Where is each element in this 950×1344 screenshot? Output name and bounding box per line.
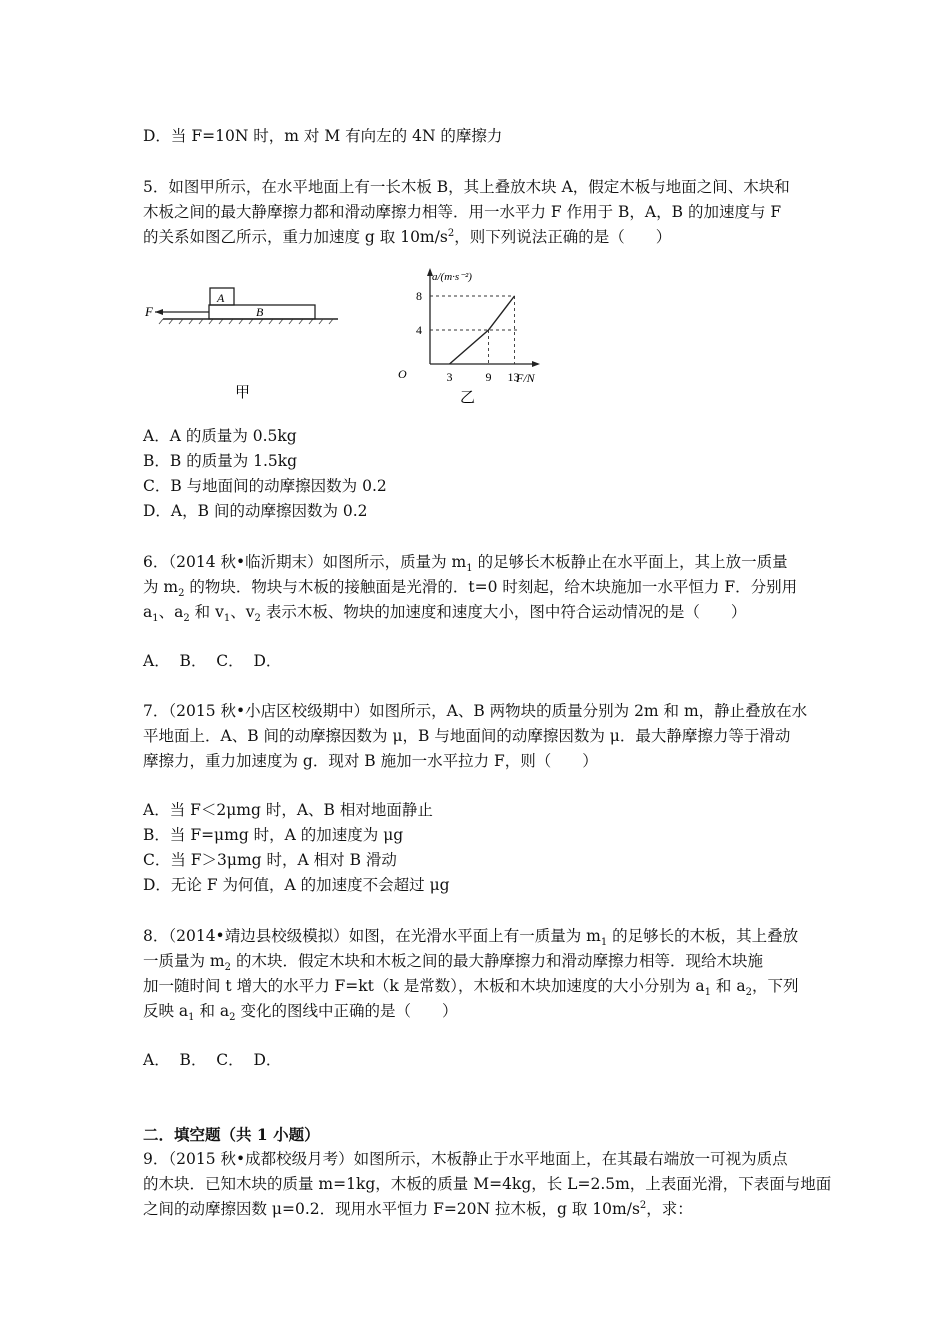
q9-stem-line2: 的木块．已知木块的质量 m=1kg，木板的质量 M=4kg，长 L=2.5m，上表面光滑，下表面与地面 <box>143 1175 832 1193</box>
q8-stem-line2: 一质量为 $m_2$ 的木块．假定木块和木板之间的最大静摩擦力和滑动摩擦力相等．现给木块施 <box>143 952 763 974</box>
label-a: A <box>217 291 225 305</box>
figure-jia <box>143 262 348 412</box>
q7-option-d: D．无论 F 为何值，A 的加速度不会超过 μg <box>143 876 450 894</box>
q9-stem-line1: 9．（2015 秋•成都校级月考）如图所示，木板静止于水平地面上，在其最右端放一可视为质点 <box>143 1150 788 1168</box>
q5-stem-line1: 5．如图甲所示，在水平地面上有一长木板 B，其上叠放木块 A，假定木板与地面之间、木块和 <box>143 178 790 196</box>
q6-stem-line1: 6．（2014 秋•临沂期末）如图所示，质量为 $m_1$ 的足够长木板静止在水平面上，其上放一质量 <box>143 553 788 575</box>
q7-option-a: A．当 F＜2μmg 时，A、B 相对地面静止 <box>143 801 433 819</box>
caption-jia: 甲 <box>235 383 251 401</box>
label-f: F <box>145 304 153 319</box>
figure-yi-chart <box>388 262 553 412</box>
tick-labels <box>416 289 520 384</box>
y-tick-label: 4 <box>416 323 422 337</box>
q7-stem-line3: 摩擦力，重力加速度为 g．现对 B 施加一水平拉力 F，则（ ） <box>143 752 598 770</box>
label-b: B <box>256 305 264 319</box>
q9-stem-line3: 之间的动摩擦因数 μ=0.2．现用水平恒力 F=20N 拉木板，g 取 $10m/s^2$，求： <box>143 1199 693 1218</box>
q7-stem-line1: 7．（2015 秋•小店区校级期中）如图所示，A、B 两物块的质量分别为 2m 和 m，静止叠放在水 <box>143 702 808 720</box>
q5-stem-line3: 的关系如图乙所示，重力加速度 g 取 $10m/s^2$，则下列说法正确的是（ ） <box>143 227 672 246</box>
q7-option-c: C．当 F＞3μmg 时，A 相对 B 滑动 <box>143 851 397 869</box>
q8-stem-line3: 加一随时间 t 增大的水平力 F=kt（k 是常数），木板和木块加速度的大小分别为 $a_1$ 和 $a_2$，下列 <box>143 977 799 999</box>
x-axis-label: F/N <box>516 371 535 385</box>
x-axis-arrow <box>532 361 540 367</box>
x-tick-label: 3 <box>446 370 453 384</box>
q5-option-a: A．A 的质量为 0.5kg <box>143 427 297 445</box>
q8-stem-line1: 8．（2014•靖边县校级模拟）如图，在光滑水平面上有一质量为 $m_1$ 的足够长的木板，其上叠放 <box>143 927 799 949</box>
q6-stem-line2: 为 $m_2$ 的物块．物块与木板的接触面是光滑的．t=0 时刻起，给木块施加一水平恒力 F．分别用 <box>143 578 798 600</box>
q8-stem-line4: 反映 $a_1$ 和 $a_2$ 变化的图线中正确的是（ ） <box>143 1002 458 1024</box>
q6-options: A． B． C． D． <box>143 652 282 670</box>
guide-lines <box>430 296 519 364</box>
x-tick-label: 13 <box>507 370 520 384</box>
section-fill-in-heading: 二．填空题（共 1 小题） <box>143 1125 320 1144</box>
x-tick-label: 9 <box>485 370 492 384</box>
q5-option-c: C．B 与地面间的动摩擦因数为 0.2 <box>143 477 387 495</box>
q5-option-d: D．A，B 间的动摩擦因数为 0.2 <box>143 502 368 520</box>
q5-option-b: B．B 的质量为 1.5kg <box>143 452 298 470</box>
q7-stem-line2: 平地面上．A、B 间的动摩擦因数为 μ，B 与地面间的动摩擦因数为 μ．最大静摩擦力等于滑动 <box>143 727 791 745</box>
q6-stem-line3: $a_1$、$a_2$ 和 $v_1$、$v_2$ 表示木板、物块的加速度和速度大小，图中符合运动情况的是（ ） <box>143 603 747 625</box>
q8-options: A． B． C． D． <box>143 1051 282 1069</box>
q7-option-b: B．当 F=μmg 时，A 的加速度为 μg <box>143 826 404 844</box>
y-axis-label: a/(m·s⁻²) <box>432 271 472 283</box>
q4-option-d: D．当 F=10N 时，m 对 M 有向左的 4N 的摩擦力 <box>143 127 503 145</box>
y-tick-label: 8 <box>416 289 422 303</box>
q5-stem-line2: 木板之间的最大静摩擦力都和滑动摩擦力相等．用一水平力 F 作用于 B，A，B 的加速度与 F <box>143 203 782 221</box>
caption-yi: 乙 <box>460 388 476 406</box>
origin-label: O <box>398 367 407 381</box>
